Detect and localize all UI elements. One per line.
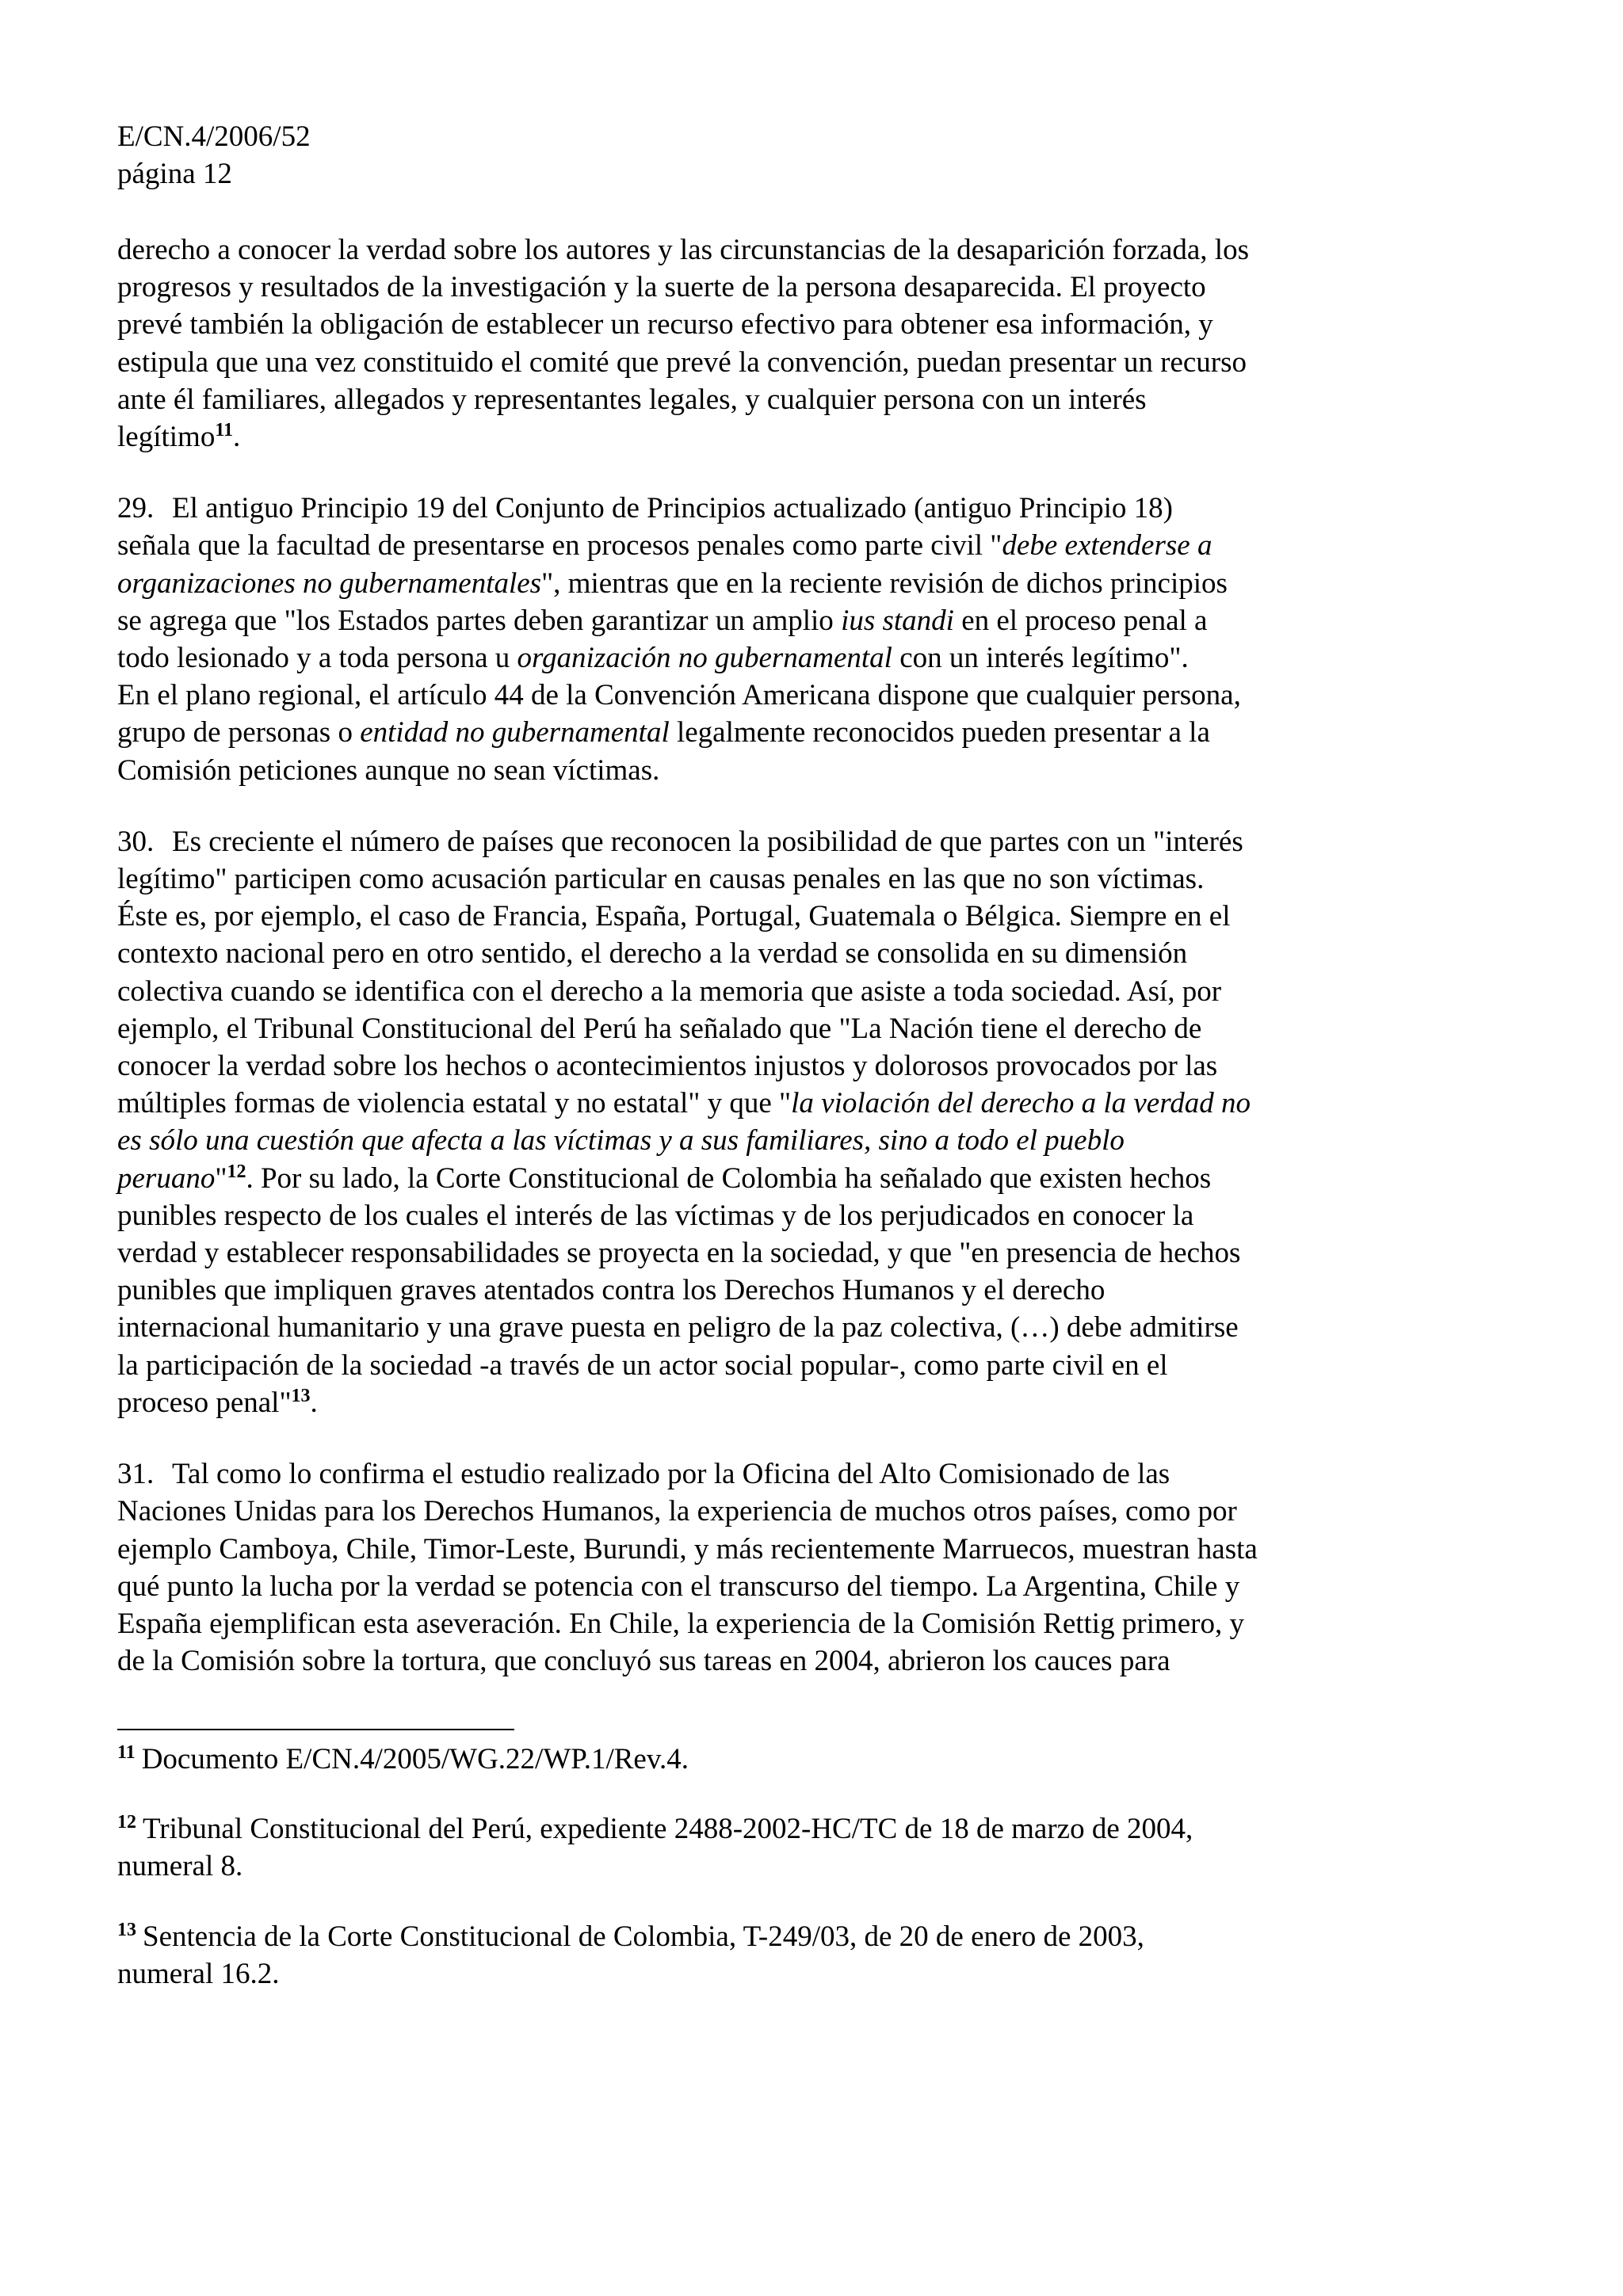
text-line [117, 677, 1496, 714]
text-run: legítimo [117, 421, 216, 454]
text-line [117, 1493, 1496, 1530]
text-run: ", mientras que en la reciente revisión de dichos principios [541, 566, 1228, 600]
text-line [117, 306, 1496, 343]
text-run: prevé también la obligación de establecer un recurso efectivo para obtener esa información, y [117, 308, 1213, 341]
emphasis-text: es sólo una cuestión que afecta a las víctimas y a sus familiares, sino a todo el pueblo [117, 1124, 1125, 1158]
footnote-reference: 12 [227, 1161, 246, 1182]
text-line [117, 1455, 1496, 1493]
footnote-text: Tribunal Constitucional del Perú, expediente 2488-2002-HC/TC de 18 de marzo de 2004, [143, 1813, 1193, 1846]
document-body [117, 231, 1496, 1714]
text-run: ante él familiares, allegados y representantes legales, y cualquier persona con un interés [117, 383, 1147, 416]
text-run: El antiguo Principio 19 del Conjunto de Principios actualizado (antiguo Principio 18) [172, 492, 1173, 525]
text-line [117, 860, 1496, 898]
text-line [117, 714, 1496, 751]
text-line [117, 1160, 1496, 1197]
footnote-reference: 11 [215, 420, 234, 441]
text-line [117, 973, 1496, 1010]
document-header [117, 118, 831, 193]
footnote-line [117, 1918, 1496, 1955]
text-line [117, 1642, 1496, 1680]
footnote-number: 12 [117, 1812, 136, 1833]
text-line [117, 639, 1496, 677]
text-run: . [310, 1386, 318, 1419]
paragraph [117, 1455, 1496, 1680]
text-run: progresos y resultados de la investigación y la suerte de la persona desaparecida. El proyecto [117, 271, 1206, 304]
text-run: colectiva cuando se identifica con el derecho a la memoria que asiste a toda sociedad. Así, por [117, 974, 1222, 1008]
footnote-reference: 13 [291, 1385, 311, 1406]
text-run: En el plano regional, el artículo 44 de la Convención Americana dispone que cualquier persona, [117, 679, 1241, 712]
footnote [117, 1810, 1496, 1885]
text-run: señala que la facultad de presentarse en procesos penales como parte civil " [117, 529, 1002, 563]
text-run: Es creciente el número de países que reconocen la posibilidad de que partes con un "interés [172, 825, 1243, 858]
text-run: conocer la verdad sobre los hechos o acontecimientos injustos y dolorosos provocados por las [117, 1050, 1218, 1083]
text-run: proceso penal" [117, 1386, 292, 1419]
text-run: ejemplo Camboya, Chile, Timor-Leste, Burundi, y más recientemente Marruecos, muestran hasta [117, 1532, 1258, 1566]
footnote-line [117, 1848, 1496, 1885]
text-run: contexto nacional pero en otro sentido, el derecho a la verdad se consolida en su dimensión [117, 937, 1188, 971]
footnote [117, 1918, 1496, 1993]
footnote-line [117, 1741, 1496, 1778]
text-line [117, 231, 1496, 269]
emphasis-text: la violación del derecho a la verdad no [791, 1087, 1251, 1120]
text-run: en el proceso penal a [953, 604, 1208, 637]
text-line [117, 602, 1496, 639]
text-run: derecho a conocer la verdad sobre los autores y las circunstancias de la desaparición forzada, los [117, 234, 1249, 266]
paragraph [117, 231, 1496, 456]
text-run: estipula que una vez constituido el comité que prevé la convención, puedan presentar un recurso [117, 345, 1247, 379]
text-run: Naciones Unidas para los Derechos Humanos, la experiencia de muchos otros países, como por [117, 1495, 1237, 1528]
text-line [117, 1531, 1496, 1568]
text-line [117, 490, 1496, 527]
footnote-text: Documento E/CN.4/2005/WG.22/WP.1/Rev.4. [141, 1743, 689, 1775]
footnotes [117, 1741, 1496, 2025]
emphasis-text: debe extenderse a [1002, 529, 1212, 563]
text-run: qué punto la lucha por la verdad se potencia con el transcurso del tiempo. La Argentina, Chile y [117, 1569, 1240, 1603]
page-number: página 12 [117, 158, 232, 190]
text-line [117, 1605, 1496, 1642]
footnote [117, 1741, 1496, 1778]
emphasis-text: entidad no gubernamental [360, 716, 670, 749]
text-line [117, 898, 1496, 935]
footnote-number: 11 [117, 1742, 136, 1763]
text-run: legalmente reconocidos pueden presentar a la [669, 716, 1210, 749]
text-line [117, 418, 1496, 456]
text-line [117, 1347, 1496, 1384]
document-symbol: E/CN.4/2006/52 [117, 120, 311, 153]
text-line [117, 1384, 1496, 1421]
text-run: grupo de personas o [117, 716, 361, 749]
footnote-separator [117, 1729, 514, 1730]
text-line [117, 1568, 1496, 1605]
text-run: punibles respecto de los cuales el interés de las víctimas y de los perjudicados en conocer la [117, 1199, 1194, 1232]
text-run: múltiples formas de violencia estatal y no estatal" y que " [117, 1087, 792, 1120]
text-line [117, 344, 1496, 381]
text-line [117, 823, 1496, 860]
text-line [117, 565, 1496, 602]
text-line [117, 935, 1496, 972]
text-run: con un interés legítimo". [892, 642, 1189, 675]
text-run: todo lesionado y a toda persona u [117, 642, 517, 675]
text-run: Éste es, por ejemplo, el caso de Francia, España, Portugal, Guatemala o Bélgica. Siempre en el [117, 900, 1231, 933]
emphasis-text: organización no gubernamental [517, 642, 892, 675]
text-run: Tal como lo confirma el estudio realizado por la Oficina del Alto Comisionado de las [172, 1458, 1170, 1491]
footnote-number: 13 [117, 1919, 136, 1940]
footnote-line [117, 1955, 1496, 1993]
text-run: España ejemplifican esta aseveración. En Chile, la experiencia de la Comisión Rettig primero, y [117, 1607, 1244, 1640]
text-run: . Por su lado, la Corte Constitucional de Colombia ha señalado que existen hechos [246, 1161, 1212, 1195]
emphasis-text: peruano [117, 1161, 216, 1195]
paragraph-number: 31. [117, 1458, 155, 1491]
text-run: se agrega que "los Estados partes deben garantizar un amplio [117, 604, 842, 637]
footnote-text: numeral 8. [117, 1850, 243, 1883]
text-line [117, 1122, 1496, 1159]
text-run: punibles que impliquen graves atentados contra los Derechos Humanos y el derecho [117, 1274, 1106, 1307]
text-line [117, 752, 1496, 789]
emphasis-text: ius standi [841, 604, 954, 637]
text-run: la participación de la sociedad -a través de un actor social popular-, como parte civil en el [117, 1348, 1168, 1382]
footnote-text: Sentencia de la Corte Constitucional de Colombia, T-249/03, de 20 de enero de 2003, [143, 1920, 1144, 1953]
paragraph-number: 29. [117, 492, 155, 525]
text-line [117, 381, 1496, 418]
text-run: " [215, 1161, 227, 1195]
text-run: ejemplo, el Tribunal Constitucional del Perú ha señalado que "La Nación tiene el derecho de [117, 1012, 1202, 1045]
text-line [117, 1085, 1496, 1122]
paragraph [117, 490, 1496, 789]
paragraph [117, 823, 1496, 1421]
footnote-text: numeral 16.2. [117, 1957, 280, 1990]
text-run: de la Comisión sobre la tortura, que concluyó sus tareas en 2004, abrieron los cauces para [117, 1645, 1170, 1678]
text-run: Comisión peticiones aunque no sean víctimas. [117, 753, 660, 787]
emphasis-text: organizaciones no gubernamentales [117, 566, 542, 600]
text-line [117, 1010, 1496, 1047]
text-run: . [233, 421, 241, 454]
text-line [117, 527, 1496, 564]
text-line [117, 1272, 1496, 1309]
text-line [117, 269, 1496, 306]
text-line [117, 1047, 1496, 1085]
text-run: internacional humanitario y una grave puesta en peligro de la paz colectiva, (…) debe admitirse [117, 1311, 1239, 1344]
text-line [117, 1234, 1496, 1272]
paragraph-number: 30. [117, 825, 155, 858]
text-run: verdad y establecer responsabilidades se proyecta en la sociedad, y que "en presencia de hechos [117, 1237, 1241, 1270]
text-line [117, 1309, 1496, 1346]
footnote-line [117, 1810, 1496, 1848]
text-run: legítimo" participen como acusación particular en causas penales en las que no son víctimas. [117, 863, 1205, 896]
text-line [117, 1197, 1496, 1234]
